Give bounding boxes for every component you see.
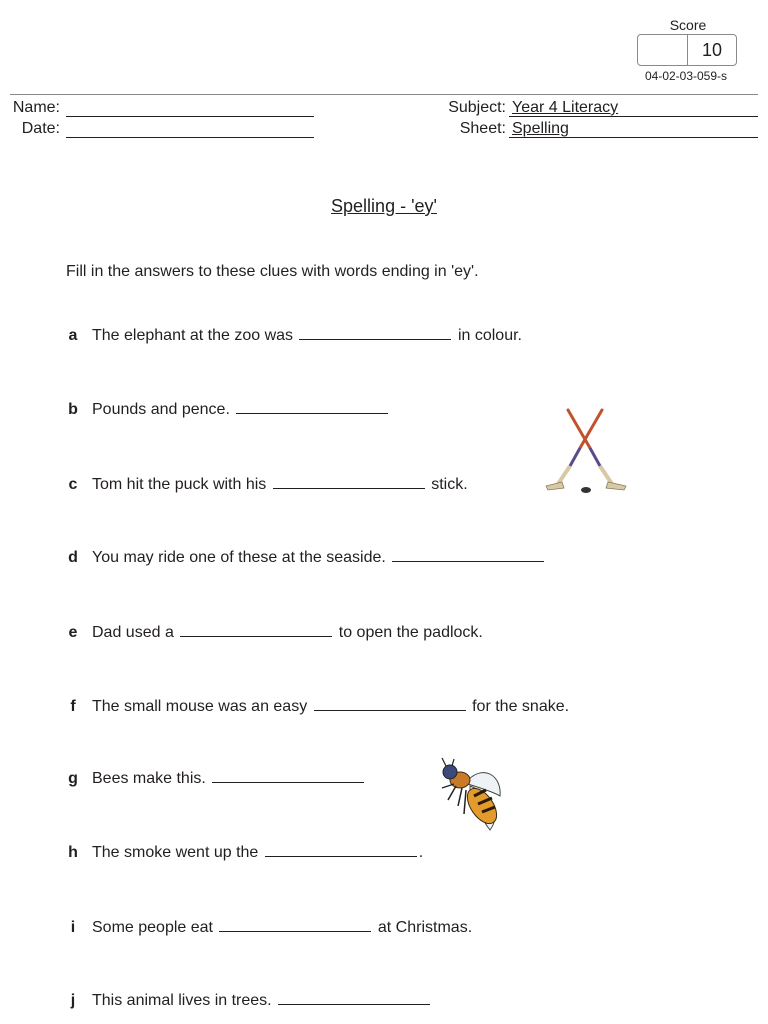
question-f	[66, 698, 569, 716]
sheet-value: Spelling	[512, 120, 569, 137]
question-text: The smoke went up the	[92, 844, 259, 861]
hockey-sticks-icon	[542, 404, 628, 496]
answer-blank[interactable]	[314, 698, 466, 711]
score-value: 10	[701, 40, 723, 60]
sheet-field[interactable]	[509, 137, 758, 138]
question-j	[66, 992, 432, 1010]
question-text: The small mouse was an easy	[92, 698, 308, 715]
question-letter: a	[68, 327, 78, 344]
question-letter: j	[70, 992, 76, 1009]
question-letter: h	[68, 844, 78, 861]
name-field[interactable]	[66, 116, 314, 117]
hockey-stick-left	[568, 410, 626, 490]
subject-value: Year 4 Literacy	[512, 99, 619, 116]
question-letter: f	[70, 698, 76, 715]
subject-label: Subject:	[448, 99, 506, 116]
instructions: Fill in the answers to these clues with words ending in 'ey'.	[66, 263, 479, 280]
question-c	[66, 476, 468, 494]
question-text-after: .	[418, 844, 424, 861]
question-i	[66, 919, 472, 937]
question-g	[66, 770, 366, 788]
question-text-after: stick.	[431, 476, 468, 493]
question-text-after: for the snake.	[472, 698, 570, 715]
answer-blank[interactable]	[273, 476, 425, 489]
question-text: Pounds and pence.	[92, 401, 230, 418]
question-h	[66, 844, 423, 862]
answer-blank[interactable]	[180, 624, 332, 637]
question-letter: g	[68, 770, 78, 787]
question-text: Tom hit the puck with his	[92, 476, 267, 493]
score-label: Score	[669, 17, 707, 33]
question-text: Some people eat	[92, 919, 213, 936]
question-letter: b	[68, 401, 78, 418]
name-label: Name:	[12, 99, 60, 116]
date-label: Date:	[21, 120, 60, 137]
answer-blank[interactable]	[219, 919, 371, 932]
question-letter: c	[68, 476, 78, 493]
question-letter: d	[68, 549, 78, 566]
answer-blank[interactable]	[236, 401, 388, 414]
date-field[interactable]	[66, 137, 314, 138]
question-text: Dad used a	[92, 624, 174, 641]
sheet-label: Sheet:	[459, 120, 506, 137]
question-a	[66, 327, 522, 345]
question-text: You may ride one of these at the seaside.	[92, 549, 386, 566]
question-e	[66, 624, 483, 642]
question-text-after: to open the padlock.	[338, 624, 483, 641]
answer-blank[interactable]	[278, 992, 430, 1005]
question-d	[66, 549, 546, 567]
answer-blank[interactable]	[212, 770, 364, 783]
question-text-after: in colour.	[457, 327, 522, 344]
answer-blank[interactable]	[392, 549, 544, 562]
bee-icon	[434, 756, 508, 836]
score-box	[637, 34, 737, 66]
answer-blank[interactable]	[265, 844, 417, 857]
question-text: The elephant at the zoo was	[92, 327, 294, 344]
subject-field[interactable]	[509, 116, 758, 117]
worksheet-title: Spelling - 'ey'	[331, 196, 437, 216]
question-text: Bees make this.	[92, 770, 206, 787]
question-text: This animal lives in trees.	[92, 992, 272, 1009]
answer-blank[interactable]	[299, 327, 451, 340]
sheet-code: 04-02-03-059-s	[644, 69, 728, 83]
question-b	[66, 401, 390, 419]
question-letter: e	[68, 624, 78, 641]
puck	[581, 487, 591, 493]
header-divider	[10, 94, 758, 95]
question-text-after: at Christmas.	[377, 919, 473, 936]
question-letter: i	[70, 919, 76, 936]
